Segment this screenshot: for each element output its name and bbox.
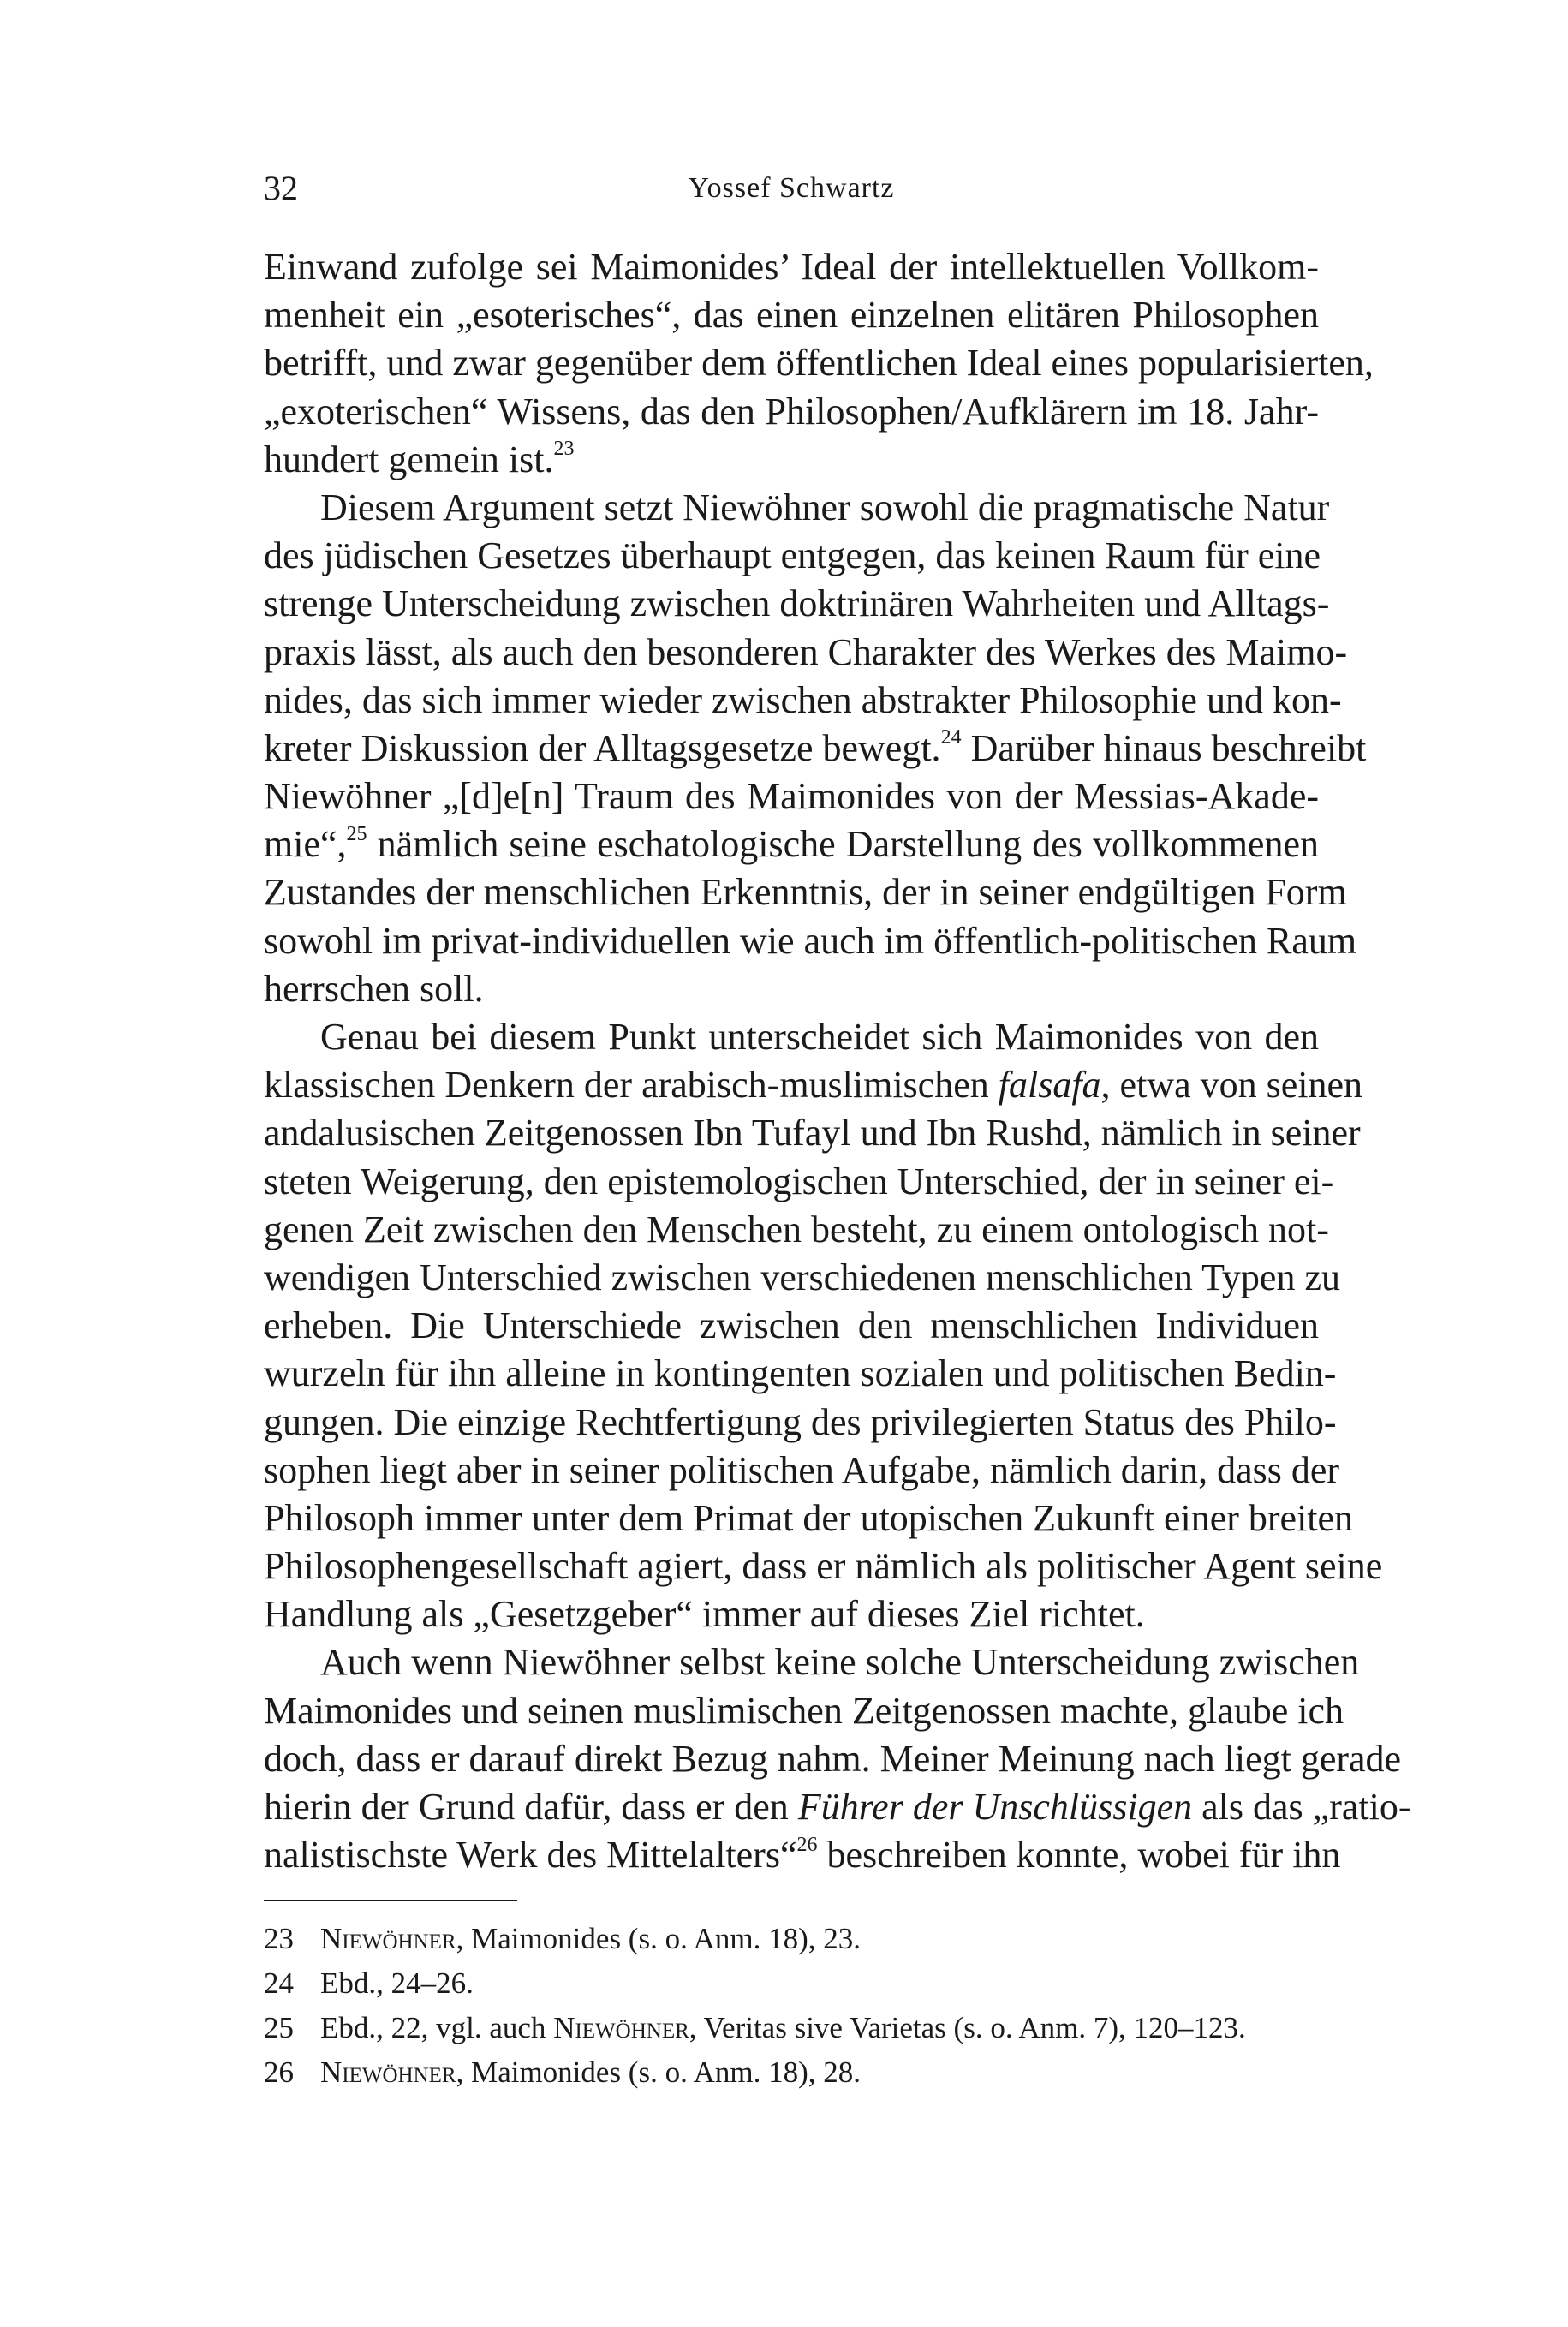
text-line: Handlung als „Gesetzgeber“ immer auf dieses Ziel richtet. xyxy=(264,1593,1145,1636)
author-name: Niewöhner xyxy=(320,1922,456,1955)
text-line: praxis lässt, als auch den besonderen Charakter des Werkes des Maimo- xyxy=(264,630,1348,673)
text-line: steten Weigerung, den epistemologischen Unterschied, der in seiner ei- xyxy=(264,1160,1334,1202)
text-line: Genau bei diesem Punkt unterscheidet sich Maimonides von den xyxy=(320,1016,1319,1058)
text-segment: Ebd., 22, vgl. auch xyxy=(320,2011,554,2044)
text-line: gungen. Die einzige Rechtfertigung des privilegierten Status des Philo- xyxy=(264,1400,1337,1443)
text-line: Diesem Argument setzt Niewöhner sowohl die pragmatische Natur xyxy=(320,486,1330,528)
italic-title: Führer der Unschlüssigen xyxy=(797,1786,1193,1828)
text-line: herrschen soll. xyxy=(264,967,484,1010)
text-line: wendigen Unterschied zwischen verschiedenen menschlichen Typen zu xyxy=(264,1256,1340,1298)
text-line: doch, dass er darauf direkt Bezug nahm. Meiner Meinung nach liegt gerade xyxy=(264,1737,1402,1780)
text-line xyxy=(264,725,1367,773)
text-segment: nalistischste Werk des Mittelalters“ xyxy=(264,1834,797,1877)
footnote-divider xyxy=(264,1900,517,1901)
text-line xyxy=(264,436,1319,484)
footnote-number: 23 xyxy=(264,1922,294,1955)
footnote xyxy=(264,1961,1319,2006)
footnote-ref: 23 xyxy=(553,438,575,461)
text-line: andalusischen Zeitgenossen Ibn Tufayl und Ibn Rushd, nämlich in seiner xyxy=(264,1112,1361,1155)
running-head: Yossef Schwartz xyxy=(688,172,895,204)
text-line: menheit ein „esoterisches“, das einen einzelnen elitären Philosophen xyxy=(264,294,1319,337)
text-line: betrifft, und zwar gegenüber dem öffentlichen Ideal eines popularisierten, xyxy=(264,342,1374,385)
footnote-text xyxy=(320,2006,1246,2050)
text-segment: Darüber hinaus beschreibt xyxy=(961,726,1367,769)
text-segment: mie“, xyxy=(264,823,347,866)
page-number: 32 xyxy=(264,169,298,207)
text-segment: , Maimonides (s. o. Anm. 18), 28. xyxy=(456,2056,862,2089)
text-line xyxy=(264,1831,1341,1879)
text-line: erheben. Die Unterschiede zwischen den menschlichen Individuen xyxy=(264,1304,1319,1347)
text-line xyxy=(264,1783,1411,1831)
text-segment: als das „ratio- xyxy=(1192,1786,1411,1828)
footnote-number: 25 xyxy=(264,2011,294,2044)
footnote-text xyxy=(320,2050,861,2095)
text-segment: kreter Diskussion der Alltagsgesetze bewegt. xyxy=(264,726,941,769)
text-line: Philosophengesellschaft agiert, dass er nämlich als politischer Agent seine xyxy=(264,1545,1383,1588)
footnote-ref: 25 xyxy=(346,822,367,845)
footnote xyxy=(264,2050,1319,2095)
text-segment: hierin der Grund dafür, dass er den xyxy=(264,1786,798,1828)
page-header xyxy=(264,164,1319,212)
footnote xyxy=(264,2006,1319,2050)
text-line: wurzeln für ihn alleine in kontingenten sozialen und politischen Bedin- xyxy=(264,1352,1337,1395)
text-line: Einwand zufolge sei Maimonides’ Ideal der intellektuellen Vollkom- xyxy=(264,246,1319,288)
text-line: sowohl im privat-individuellen wie auch im öffentlich-politischen Raum xyxy=(264,919,1357,962)
footnote-ref: 26 xyxy=(796,1833,818,1856)
text-line xyxy=(264,1061,1363,1109)
text-line: sophen liegt aber in seiner politischen Aufgabe, nämlich darin, dass der xyxy=(264,1448,1340,1491)
text-line: Maimonides und seinen muslimischen Zeitgenossen machte, glaube ich xyxy=(264,1689,1344,1732)
italic-term: falsafa xyxy=(998,1064,1101,1107)
footnote xyxy=(264,1917,1319,1961)
text-line: Philosoph immer unter dem Primat der utopischen Zukunft einer breiten xyxy=(264,1496,1354,1539)
text-line: genen Zeit zwischen den Menschen besteht, zu einem ontologisch not- xyxy=(264,1208,1329,1250)
text-segment: , etwa von seinen xyxy=(1100,1064,1363,1107)
text-line: des jüdischen Gesetzes überhaupt entgegen, das keinen Raum für eine xyxy=(264,534,1321,577)
text-line xyxy=(264,820,1319,868)
text-segment: klassischen Denkern der arabisch-muslimischen xyxy=(264,1064,999,1107)
text-segment: , Veritas sive Varietas (s. o. Anm. 7), 120–123. xyxy=(689,2011,1246,2044)
author-name: Niewöhner xyxy=(553,2011,689,2044)
author-name: Niewöhner xyxy=(320,2056,456,2089)
text-line: Niewöhner „[d]e[n] Traum des Maimonides von der Messias-Akade- xyxy=(264,775,1319,818)
footnote-text: Ebd., 24–26. xyxy=(320,1966,474,2000)
text-segment: , Maimonides (s. o. Anm. 18), 23. xyxy=(456,1922,862,1955)
text-segment: beschreiben konnte, wobei für ihn xyxy=(817,1834,1341,1877)
text-line: strenge Unterscheidung zwischen doktrinären Wahrheiten und Alltags- xyxy=(264,582,1330,625)
body-text xyxy=(264,243,1411,1879)
footnote-number: 24 xyxy=(264,1966,294,2000)
footnotes xyxy=(264,1917,1319,2095)
text-segment: hundert gemein ist. xyxy=(264,438,554,480)
text-segment: nämlich seine eschatologische Darstellung des vollkommenen xyxy=(367,823,1319,866)
footnote-ref: 24 xyxy=(940,726,962,749)
text-line: Zustandes der menschlichen Erkenntnis, der in seiner endgültigen Form xyxy=(264,871,1347,914)
footnote-text xyxy=(320,1917,861,1961)
text-line: nides, das sich immer wieder zwischen abstrakter Philosophie und kon- xyxy=(264,678,1342,721)
footnote-number: 26 xyxy=(264,2056,294,2089)
text-line: „exoterischen“ Wissens, das den Philosophen/Aufklärern im 18. Jahr- xyxy=(264,390,1319,433)
text-line: Auch wenn Niewöhner selbst keine solche Unterscheidung zwischen xyxy=(320,1641,1360,1684)
